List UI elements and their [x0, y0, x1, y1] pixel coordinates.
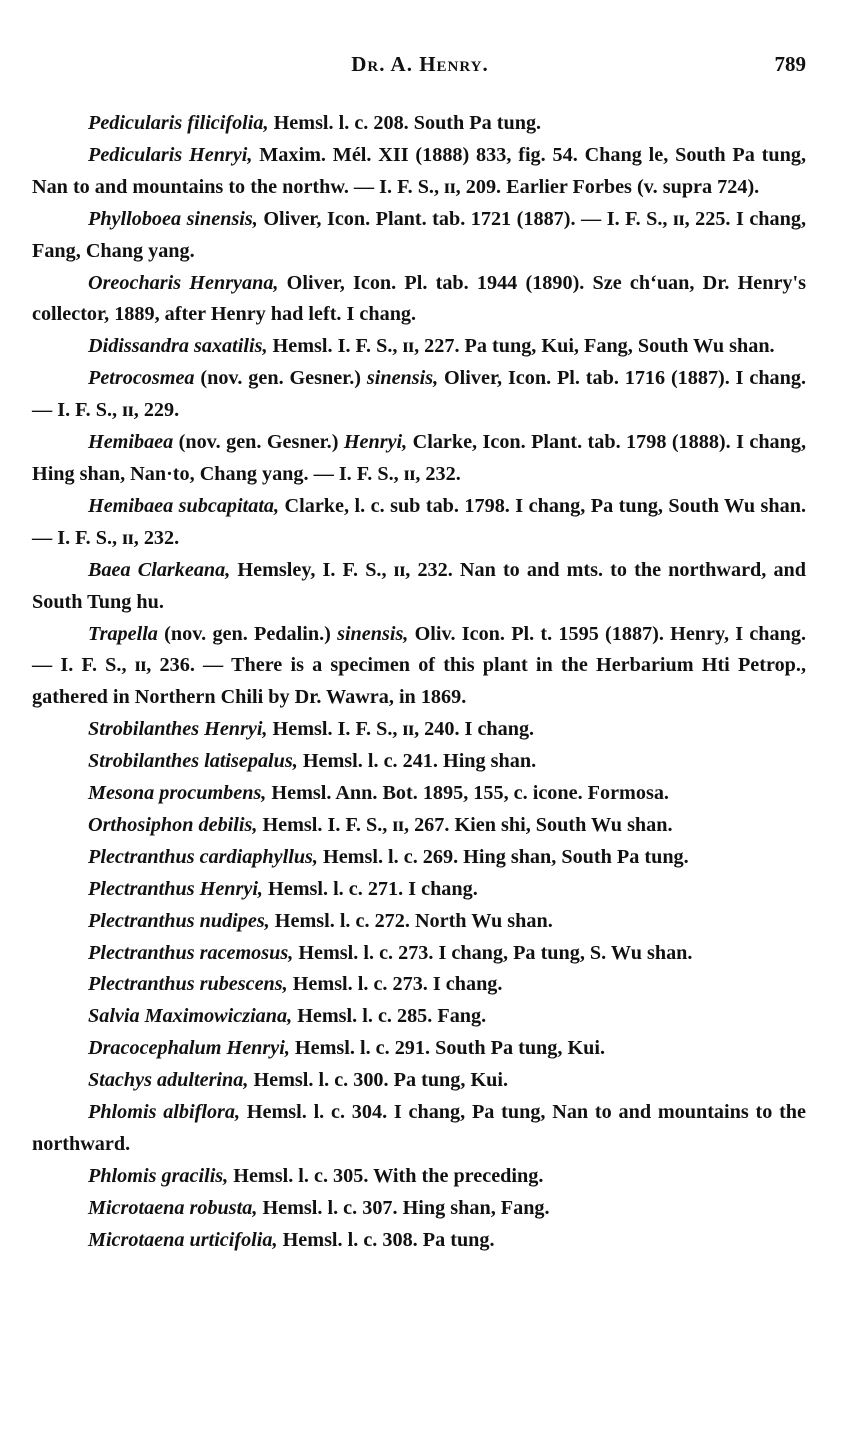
species-entry	[32, 842, 806, 874]
species-name: Plectranthus Henryi,	[88, 877, 263, 900]
species-name: Microtaena robusta,	[88, 1196, 258, 1219]
entry-text: (nov. gen. Gesner.)	[173, 431, 344, 454]
entry-text: Hemsl. l. c. 307. Hing shan, Fang.	[257, 1196, 550, 1219]
species-entry	[32, 1001, 806, 1033]
species-entry	[32, 491, 806, 555]
species-entry	[32, 1033, 806, 1065]
species-name: Strobilanthes latisepalus,	[88, 750, 298, 773]
species-entry	[32, 140, 806, 204]
species-name: Pedicularis filicifolia,	[88, 112, 269, 134]
species-name: Stachys adulterina,	[88, 1069, 249, 1092]
species-name: sinensis,	[366, 367, 439, 390]
species-name: Dracocephalum Henryi,	[88, 1037, 290, 1060]
species-entry	[32, 906, 806, 938]
entry-text: Hemsl. l. c. 271. I chang.	[262, 877, 478, 900]
species-name: Baea Clarkeana,	[88, 558, 231, 581]
species-entry	[32, 363, 806, 427]
species-entry	[32, 1097, 806, 1161]
species-entry	[32, 1225, 806, 1257]
species-name: Plectranthus rubescens,	[88, 973, 288, 996]
entry-text: Hemsl. l. c. 300. Pa tung, Kui.	[248, 1069, 509, 1092]
species-entry	[32, 810, 806, 842]
species-name: Henryi,	[343, 431, 408, 454]
species-name: Trapella	[88, 622, 158, 645]
entry-text: Clarke, Icon. Plant. tab. 1798 (1888). I chang, Hing shan, Nan·to, Chang yang. — I. F. S., ɪɪ, 232.	[32, 431, 807, 485]
entry-text: Hemsl. l. c. 272. North Wu shan.	[269, 909, 553, 932]
species-name: Plectranthus nudipes,	[88, 909, 270, 932]
species-entry	[32, 1065, 806, 1097]
species-entry	[32, 714, 806, 746]
species-name: Phlomis albiflora,	[88, 1101, 241, 1124]
species-entry	[32, 427, 806, 491]
entry-text: Hemsl. l. c. 305. With the preceding.	[228, 1164, 544, 1187]
species-entry	[32, 874, 806, 906]
entry-text: Oliv. Icon. Pl. t. 1595 (1887). Henry, I chang. — I. F. S., ɪɪ, 236. — There is a specimen of this plant in the Herbarium Hti Petrop., gathered in Northern Chili by Dr. Wawra, in 1869.	[32, 622, 806, 709]
species-entry	[32, 204, 806, 268]
species-name: Microtaena urticifolia,	[88, 1228, 278, 1251]
page-number: 789	[774, 52, 806, 76]
species-name: Orthosiphon debilis,	[88, 813, 258, 836]
species-name: Petrocosmea	[88, 367, 195, 390]
entry-text: Hemsl. l. c. 285. Fang.	[292, 1005, 487, 1028]
entry-text: Hemsl. l. c. 308. Pa tung.	[277, 1228, 495, 1251]
entry-text: Hemsl. l. c. 208. South Pa tung.	[268, 112, 542, 134]
species-name: Plectranthus racemosus,	[88, 941, 294, 964]
entry-text: Maxim. Mél. XII (1888) 833, fig. 54. Chang le, South Pa tung, Nan to and mountains to the northw. — I. F. S., ɪɪ, 209. Earlier Forbes (v. supra 724).	[32, 143, 806, 198]
entry-text: Hemsl. l. c. 273. I chang.	[287, 973, 503, 996]
entry-text: Hemsl. I. F. S., ɪɪ, 227. Pa tung, Kui, Fang, South Wu shan.	[267, 335, 775, 358]
species-name: Pedicularis Henryi,	[88, 143, 253, 166]
species-name: Hemibaea subcapitata,	[88, 494, 280, 517]
entry-text: Hemsl. I. F. S., ɪɪ, 240. I chang.	[267, 718, 535, 741]
species-entry	[32, 331, 806, 363]
entry-text: (nov. gen. Gesner.)	[194, 367, 367, 390]
entry-list	[32, 108, 806, 1257]
entry-text: Hemsl. l. c. 273. I chang, Pa tung, S. Wu shan.	[293, 941, 693, 964]
entry-text: (nov. gen. Pedalin.)	[157, 622, 338, 645]
species-name: Phylloboea sinensis,	[88, 207, 258, 230]
entry-text: Hemsl. l. c. 241. Hing shan.	[297, 750, 537, 773]
entry-text: Oliver, Icon. Pl. tab. 1944 (1890). Sze ch‘uan, Dr. Henry's collector, 1889, after Henry had left. I chang.	[32, 271, 806, 326]
species-name: Mesona procumbens,	[88, 782, 267, 805]
species-name: Salvia Maximowicziana,	[88, 1005, 293, 1028]
entry-text: Hemsley, I. F. S., ɪɪ, 232. Nan to and mts. to the northward, and South Tung hu.	[32, 558, 806, 613]
species-entry	[32, 746, 806, 778]
species-entry	[32, 1161, 806, 1193]
species-name: Plectranthus cardiaphyllus,	[88, 845, 318, 868]
species-entry	[32, 108, 806, 140]
running-head: Dr. A. Henry.	[351, 52, 489, 76]
species-entry	[32, 969, 806, 1001]
entry-text: Oliver, Icon. Pl. tab. 1716 (1887). I chang. — I. F. S., ɪɪ, 229.	[32, 367, 807, 422]
species-entry	[32, 938, 806, 970]
page-header	[32, 52, 808, 86]
species-name: Hemibaea	[88, 431, 174, 454]
entry-text: Hemsl. l. c. 291. South Pa tung, Kui.	[289, 1037, 606, 1060]
species-entry	[32, 1193, 806, 1225]
entry-text: Clarke, l. c. sub tab. 1798. I chang, Pa tung, South Wu shan. — I. F. S., ɪɪ, 232.	[32, 494, 806, 549]
species-entry	[32, 268, 806, 332]
species-name: Oreocharis Henryana,	[88, 271, 279, 294]
species-entry	[32, 555, 806, 619]
species-entry	[32, 778, 806, 810]
species-name: Didissandra saxatilis,	[88, 335, 268, 358]
entry-text: Hemsl. l. c. 304. I chang, Pa tung, Nan to and mountains to the northward.	[32, 1101, 806, 1155]
species-name: Strobilanthes Henryi,	[88, 718, 268, 741]
entry-text: Hemsl. I. F. S., ɪɪ, 267. Kien shi, South Wu shan.	[257, 813, 673, 836]
entry-text: Oliver, Icon. Plant. tab. 1721 (1887). — I. F. S., ɪɪ, 225. I chang, Fang, Chang yang.	[32, 207, 806, 262]
species-name: sinensis,	[337, 622, 409, 645]
species-name: Phlomis gracilis,	[88, 1164, 229, 1187]
species-entry	[32, 619, 806, 715]
entry-text: Hemsl. Ann. Bot. 1895, 155, c. icone. Formosa.	[266, 782, 669, 805]
entry-text: Hemsl. l. c. 269. Hing shan, South Pa tung.	[317, 845, 689, 868]
